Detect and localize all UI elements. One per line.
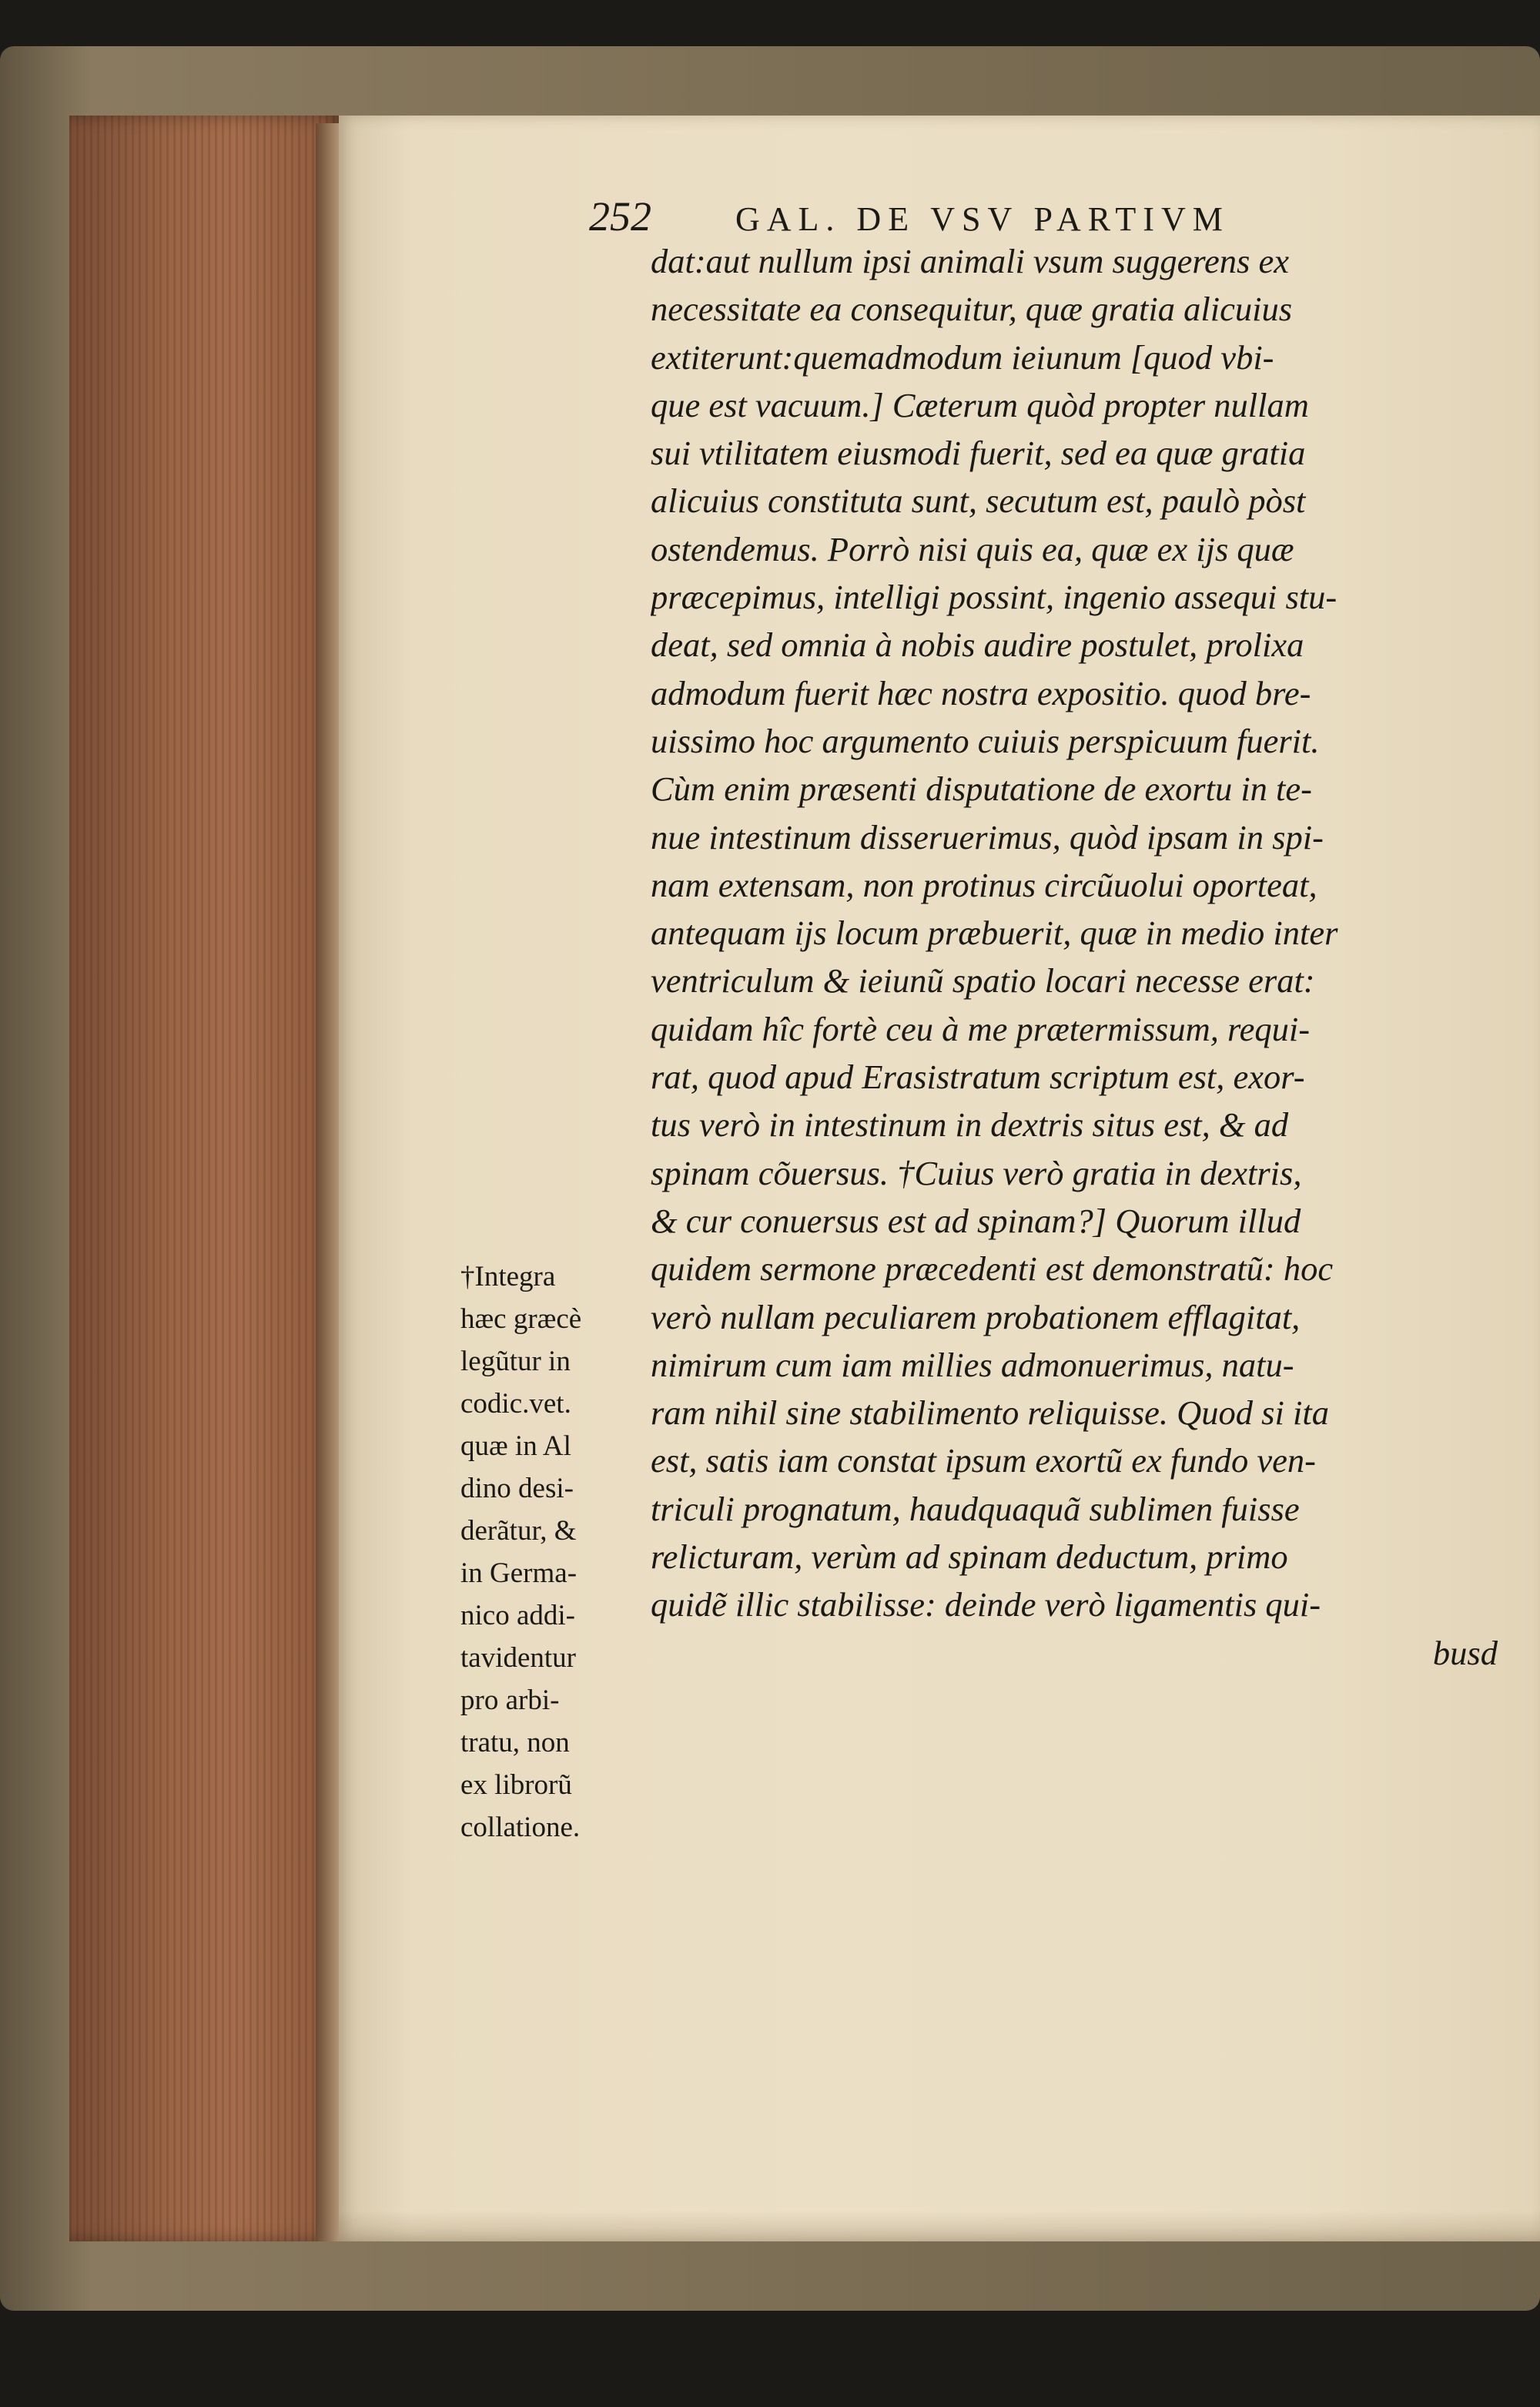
text-line: sui vtilitatem eiusmodi fuerit, sed ea quæ gratia — [651, 434, 1306, 473]
text-line: deat, sed omnia à nobis audire postulet, prolixa — [651, 625, 1304, 665]
text-line: quidem sermone præcedenti est demonstratũ: hoc — [651, 1249, 1334, 1289]
catchword: busd — [1432, 1633, 1498, 1672]
note-line: ex librorũ — [460, 1769, 572, 1801]
text-line: spinam cõuersus. †Cuius verò gratia in dextris, — [651, 1153, 1302, 1192]
text-line: Cùm enim præsenti disputatione de exortu in te- — [651, 769, 1312, 809]
text-line: extiterunt:quemadmodum ieiunum [quod vbi- — [651, 337, 1274, 377]
note-line: collatione. — [460, 1812, 581, 1843]
note-line: in Germa- — [460, 1557, 578, 1589]
text-line: alicuius constituta sunt, secutum est, paulò pòst — [651, 481, 1306, 521]
text-line: uissimo hoc argumento cuiuis perspicuum fuerit. — [651, 721, 1320, 760]
text-line: triculi prognatum, haudquaquã sublimen fuisse — [651, 1489, 1300, 1528]
note-line: hæc græcè — [460, 1303, 582, 1335]
main-text-block — [651, 237, 1521, 1677]
text-line: verò nullam peculiarem probationem efflagitat, — [651, 1297, 1301, 1336]
text-line: tus verò in intestinum in dextris situs est, & ad — [651, 1105, 1289, 1145]
text-line: rat, quod apud Erasistratum scriptum est, exor- — [651, 1058, 1305, 1097]
marginal-note — [460, 1255, 661, 1849]
text-line: que est vacuum.] Cæterum quòd propter nullam — [651, 385, 1309, 424]
note-line: legũtur in — [460, 1346, 571, 1377]
text-line: nam extensam, non protinus circũuolui oporteat, — [651, 865, 1317, 904]
note-line: pro arbi- — [460, 1685, 560, 1716]
note-line: dino desi- — [460, 1473, 574, 1504]
text-line: quidam hîc fortè ceu à me prætermissum, requi- — [651, 1009, 1311, 1048]
text-line: ventriculum & ieiunũ spatio locari necesse erat: — [651, 961, 1315, 1001]
note-line: codic.vet. — [460, 1388, 571, 1420]
page-block-edge — [69, 116, 346, 2241]
text-line: necessitate ea consequitur, quæ gratia alicuius — [651, 290, 1293, 329]
text-line: est, satis iam constat ipsum exortũ ex fundo ven- — [651, 1441, 1316, 1480]
text-line: ram nihil sine stabilimento reliquisse. Quod si ita — [651, 1393, 1329, 1433]
text-line: nimirum cum iam millies admonuerimus, natu- — [651, 1345, 1294, 1384]
text-line: & cur conuersus est ad spinam?] Quorum illud — [651, 1201, 1301, 1240]
note-line: nico addi- — [460, 1600, 575, 1631]
text-line: præcepimus, intelligi possint, ingenio assequi stu- — [651, 578, 1337, 617]
text-line: antequam ijs locum præbuerit, quæ in medio inter — [651, 914, 1338, 953]
text-line: quidẽ illic stabilisse: deinde verò ligamentis qui- — [651, 1585, 1321, 1624]
page-number: 252 — [589, 193, 651, 240]
text-line: admodum fuerit hæc nostra expositio. quod bre- — [651, 673, 1311, 712]
text-line: dat:aut nullum ipsi animali vsum suggerens ex — [651, 242, 1289, 280]
note-line: derãtur, & — [460, 1515, 577, 1547]
note-line: quæ in Al — [460, 1430, 571, 1462]
note-line: tavidentur — [460, 1642, 577, 1674]
text-line: nue intestinum disseruerimus, quòd ipsam in spi- — [651, 817, 1324, 857]
text-line: relicturam, verùm ad spinam deductum, primo — [651, 1537, 1288, 1577]
text-line: ostendemus. Porrò nisi quis ea, quæ ex ijs quæ — [651, 529, 1294, 568]
note-line: †Integra — [460, 1261, 556, 1292]
note-line: tratu, non — [460, 1727, 570, 1758]
running-head: GAL. DE VSV PARTIVM — [735, 200, 1230, 238]
